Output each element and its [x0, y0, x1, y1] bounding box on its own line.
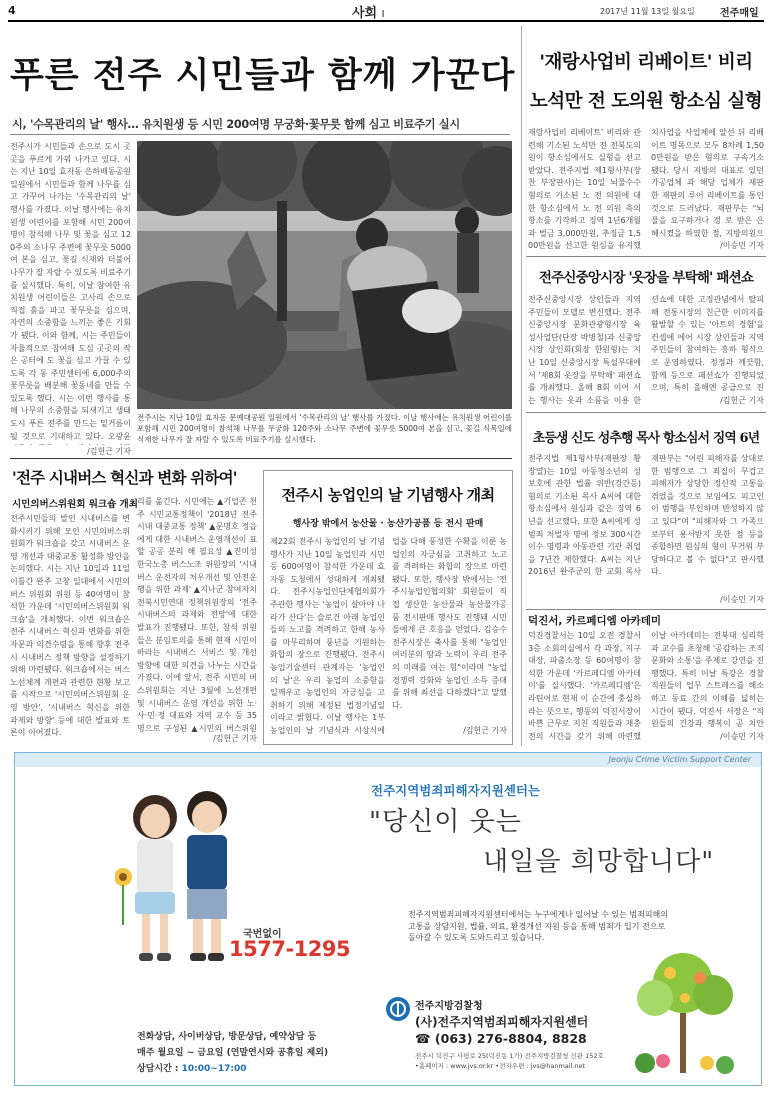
- children-icon: [115, 777, 245, 967]
- bus-body-right-text: 리를 옮긴다. 시민에는 ▲기업존 천주 시민교통정책이 '2018년 전주시내 대중교통 정책' ▲문명호 정읍에게 대한 시내버스 운영개선이 표할 공공 분리 해 필요성 ▲진미성 한국노총 버스노조 위원장의 '시내버스 운전자의 처우개선 및 안전운행을 위한 과제' ▲지나군 참여자치전북시민연대 정책위원장의 '전주 시내버스의 과제와 전망'에 대한 발표가 진행됐다. 또한, 참석 위원들은 분임토의를 통해 현재 시민이 바라는 시내버스 서비스 및 개선 방향에 대한 의견을 나누는 시간을 가졌다. 이에 앞서, 전주 시민의 버스위원회는 지난 3월에 노선개편 및 시내버스 운영 개선을 위한 노·사·민·정 대표와 지역 교수 등 35명으로 구성된 ▲시민의 버스위원: [137, 497, 257, 732]
- ad-web: •홈페이지 : www.jvs.or.kr •전자우편 : jvs@hanmail.net: [415, 1062, 586, 1070]
- recycle-body-right-text: 치사업을 사업체에 알선 뒤 리베이트 명목으로 모두 8차례 1,500만원을 받은 혐의로 구속기소됐다. 당시 지방의 대표로 있던 가공업체 과 해당 업체가 재판 한 재판의 루어 리베이트를 통인 것으로 드러났다. 재판부는 "뇌물을 요구하거나 정 로 받은 은혜시켰을 하였한 점, 지방의원으: [651, 128, 764, 238]
- ad-center-name: 전주지역범죄피해자지원센터는: [371, 783, 541, 798]
- recycle-bottom-rule: [526, 256, 766, 257]
- bus-subhead: 시민의버스위원회 워크숍 개최: [12, 499, 138, 510]
- farm-body-right: [392, 536, 507, 724]
- academy-body-right: [651, 630, 764, 730]
- recycle-headline-bottom: 노석만 전 도의원 항소심 실형: [529, 91, 763, 112]
- ad-hours: 매주 월요일 ~ 금요일 (연말연시와 공휴일 제외): [137, 1048, 329, 1058]
- farm-byline: /김헌근 기자: [463, 726, 507, 735]
- academy-byline: /이승민 기자: [720, 732, 764, 741]
- right-column-rule: [521, 26, 522, 746]
- page-number: 4: [8, 4, 16, 17]
- ad-sponsor2: (사)전주지역범죄피해자지원센터: [415, 1015, 589, 1029]
- pastor-byline: /이승민 기자: [720, 595, 764, 604]
- pastor-body-right-text: 재판부는 "어린 피해자를 상대로 한 범행으로 그 죄질이 무겁고 피해자가 상당한 정신적 고통을 겪었을 것으로 보임에도 피고인이 범행을 부인하며 반성하지 않고 있다"며 "피해자와 그 가족으로부터 용서받지 못한 점 등을 종합하면 원심의 형이 무거워 부당하다고 볼 수 없다"고 판시했다.: [651, 454, 764, 577]
- market-bottom-rule: [526, 412, 766, 413]
- recycle-body-right: [651, 127, 764, 239]
- market-body-left: [528, 294, 641, 406]
- lead-body: [10, 141, 131, 445]
- ad-prosecution-emblem: [386, 997, 410, 1021]
- ad-phone: ☎ (063) 276-8804, 8828: [415, 1031, 587, 1046]
- ad-hotline: 1577-1295: [229, 937, 351, 961]
- farm-body-right-text: 업을 다해 풍성한 수확을 이룬 농업인의 자긍심을 고취하고 노고를 격려하는 화합의 장으로 마련됐다. 또한, 행사장 밖에서는 '전주시농업인협의회' 회원들이 직접 생산한 농산물과 농산물가공품 전시판매 행사도 진행돼 시민들에게 큰 호응을 얻었다. 김승수 전주시장은 축사를 통해 "농업인 여러분의 땀과 노력이 우리 전주의 미래를 여는 힘"이라며 "농업 경쟁력 강화와 농업인 소득 증대를 위해 최선을 다하겠다"고 말했다.: [392, 537, 507, 710]
- pastor-headline: 초등생 신도 성추행 목사 항소심서 징역 6년: [532, 431, 760, 446]
- section-name: [352, 2, 385, 21]
- pastor-body-left-text: 전주지법 제1형사부(재판장 황 장열)는 10일 아동청소년의 성 보호에 관한 법률 위반(강간등) 혐의로 기소된 목사 A씨에 대한 항소심에서 원심과 같은 징역 6년을 선고했다. 또한 A씨에게 성범죄 처벌자 명예 정보 300시간 이수 명령과 아동관련 기관 취업을 7년간 제한했다. A씨는 지난 2016년 완주군의 한 교회 목사: [528, 454, 641, 577]
- academy-body-left-text: 덕진경찰서는 10일 오전 경찰서 3층 소회의실에서 각 과장, 지구대장, 파출소장 등 60여명이 참석한 가운데 '카르페디엠 아카데미'를 실시했다. '카르페디엠'은 라틴어로 현재 이 순간에 충실하라는 뜻으로, 행동의 덕진서장이 바쁜 근무로 지친 직원들과 재충전의 시간을 갖기 위해 마련했: [528, 631, 641, 740]
- paper-name: 전주매일: [720, 8, 759, 19]
- lead-body-text: 전주시가 시민들과 손으로 도시 곳곳을 푸르게 가꿔 나가고 있다. 시는 지난 10일 효자동 은하배동공원 일원에서 시민들과 함께 나무를 심고 가꾸어 나가는 '수목관리의 날' 행사를 가졌다. 이날 행사에는 유치원생 어린이를 포함해 시민 200여명이 참석해 나무 및 꽃을 심고 120주의 소나무 주변에 꽃무릇 5000여 본을 심고, 꽃길 식재와 더불어 나무가 잘 자랄 수 있도록 비료주기를 실시했다. 특히, 이날 참여한 유치원생 어린이들은 고사리 손으로 직접 흙을 파고 꽃무릇을 심으며, 자연의 소중함을 느끼는 좋은 기회가 됐다. 이와 함께, 시는 주민들이 자율적으로 참여해 도심 곳곳의 작은 공터에 도 꽃을 심고 가꿀 수 있도록 각 동 주민센터에 6,000주의 꽃무릇을 배분해 꽃동네를 만들 수 있도록 했다. 시는 이번 행사를 통해 나무의 소중함을 되새기고 생태도시 푸른 전주를 만드는 밑거름이 될 것으로 기대하고 있다. 오광윤: [10, 142, 131, 441]
- pastor-bottom-rule: [526, 609, 766, 610]
- recycle-byline: /이승민 기자: [720, 241, 764, 250]
- bus-byline: /김헌근 기자: [213, 734, 257, 743]
- recycle-headline-top: '재랑사업비 리베이트' 비리: [539, 52, 753, 73]
- ad-slogan-line1: "당신이 웃는: [369, 807, 522, 837]
- recycle-body-left-text: 재랑사업비 리베이트' 비리와 관련해 기소된 노석만 전 전북도의원이 항소심에서도 실형을 선고받았다. 전주지법 제1형사부(장찬 부장판사)는 10일 뇌물수수 혐의로 기소된 노 전 의원에 대한 항소심에서 노 전 의원 측의 항소를 기각하고 징역 1년6개월과 벌금 3,000만원, 추징금 1,500만원을 선고한 원심을 유지했: [528, 128, 641, 251]
- pastor-body-left: [528, 453, 641, 578]
- farm-body-left-text: 제22회 전주시 농업인의 날 기념행사가 지난 10일 농업인과 시민 등 600여명이 참석한 가운데 효자동 도청에서 성대하게 개최됐다. 전주시농업인단체협의회가 주관한 행사는 '농업이 살아야 나라가 산다'는 슬로건 아래 농업인들의 노고를 격려하고 한해 농사를 마무리하며 풍년을 기원하는 화합의 장으로 진행됐다. 전주시농업기술센터 관계자는 '농업인의 날'은 우리 농업의 소중함을 일깨우고 농업인의 자긍심을 고취하기 위해 제정된 법정기념일이라고 밝혔다. 이날 행사는 1부 농업인의 날 기념식과 시상식에: [270, 537, 385, 735]
- market-body-right: [651, 294, 764, 394]
- academy-body-right-text: 이날 아카데미는 전북대 심리학과 교수를 초청해 '공감하는 조직문화와 소통'을 주제로 강연을 진행했다. 특히 이날 특강은 경찰 직원들이 업무 스트레스를 해소하고 동료 간의 이해를 넓히는 시간이 됐다. 덕진서 서장은 "직원들의 건강과 행복이 곧 치안: [651, 631, 764, 729]
- planting-photo-icon: [137, 141, 512, 409]
- ad-time-label: 상담시간 :: [137, 1064, 179, 1074]
- bus-body-left: [10, 513, 130, 745]
- academy-body-left: [528, 630, 641, 740]
- market-body-right-text: 션쇼에 대한 고정관념에서 탈피해 전통시장의 친근한 이미지를 활발할 수 있는 '아트의 경험'을 컨셉에 에어 시장 상인들과 지역주민들이 참여하는 흥하 형식으로 운영하였다. 정정과 깨끗함, 함께 등으로 패션쇼가 진행되었으며, 특히 올해엔 공급으로 진: [651, 295, 764, 393]
- market-byline: /김헌근 기자: [720, 396, 764, 405]
- market-headline: 전주신중앙시장 '옷장을 부탁해' 패션쇼: [538, 270, 754, 286]
- bus-body-right: [137, 496, 257, 732]
- lead-headline: 푸른 전주 시민들과 함께 가꾼다: [10, 55, 516, 96]
- lead-subhead: 시, '수목관리의 날' 행사… 유치원생 등 시민 200여명 무궁화·꽃무릇 함께 심고 비료주기 실시: [12, 118, 460, 131]
- victim-support-ad: [14, 752, 762, 1086]
- issue-date: 2017년 11월 13일 월요일: [600, 7, 695, 16]
- bus-body-left-text: 전주시민들의 발인 시내버스를 변화시키기 위해 모인 시민의버스위원회가 워크숍을 갖고 시내버스 운영 개선과 대중교통 활성화 방안을 논의했다. 시는 지난 10일과 11일 이틀간 완주 고창 일대에서 시민의버스 위원회 위원 등 40여명이 참석한 가운데 '시민의버스위원회 워크숍'을 개최했다. 이번 워크숍은 전주 시내버스 혁신과 변화를 위한 자문과 의견수렴을 통해 향후 전주시 시내버스 정책 방향을 설정하기 위해 마련됐다. 워크숍에서는 버스 노선체계 개편과 관련한 현황 보고를 시작으로 '시민의버스위원회 운영 방안', '시내버스 혁신을 위한 과제와 방향' 등에 대한 발표와 토론이 이어졌다.: [10, 514, 130, 738]
- emblem-icon: [386, 997, 410, 1021]
- tree-icon: [625, 943, 745, 1083]
- ad-address: 전주시 덕진구 사평로 25(덕진동 1가) 전주지방검찰청 신관 152호: [415, 1052, 604, 1060]
- ad-top-band: [15, 753, 762, 767]
- ad-time-value: 10:00~17:00: [181, 1064, 247, 1074]
- market-body-left-text: 전주신중앙시장 상인들과 지역주민들이 모델로 변신했다. 전주 신중앙시장 문화관광형시장 육성사업단(단장 박병철)과 신중앙시장 상인회(회장 한원형)는 지난 10일 신중앙시장 특설무대에서 '제8회 옷장을 부탁해' 패션쇼를 개최했다. 올해 8회 이어 서는 행사는 옷과 소품을 이용 한: [528, 295, 641, 405]
- bus-headline: '전주 시내버스 혁신과 변화 위하여': [12, 468, 237, 487]
- masthead-rule: [8, 20, 764, 22]
- pastor-body-right: [651, 453, 764, 593]
- recycle-body-left: [528, 127, 641, 251]
- bus-top-rule: [10, 458, 512, 459]
- ad-children-illustration: [115, 777, 245, 967]
- academy-headline: 덕진서, 카르페디엠 아카데미: [528, 615, 662, 627]
- ad-time: [137, 1061, 247, 1074]
- ad-description: 전주지역범죄피해자지원센터에서는 누구에게나 일어날 수 있는 범죄피해의 고통을 상담지원, 법률, 의료, 환경개선 지원 등을 통해 범죄가 입기 전으로 돌아갈 수 있도록 도와드리고 있습니다.: [408, 910, 669, 942]
- lead-byline: /김헌근 기자: [87, 447, 131, 456]
- ad-hotline-label: 국번없이: [243, 929, 282, 940]
- farm-headline: 전주시 농업인의 날 기념행사 개최: [281, 486, 495, 504]
- ad-sponsor1: 전주지방검찰청: [415, 1001, 483, 1012]
- lead-sub-rule: [10, 134, 510, 135]
- lead-photo: [137, 141, 512, 409]
- ad-org-english: Jeonju Crime Victim Support Center: [608, 755, 751, 764]
- farm-subhead: 행사장 밖에서 농산물 · 농산가공품 등 전시 판매: [292, 519, 484, 529]
- ad-services: 전화상담, 사이버상담, 방문상담, 예약상담 등: [137, 1032, 317, 1042]
- lead-photo-caption: 전주시는 지난 10일 효자동 문예대공원 일원에서 '수목관리의 날' 행사를 가졌다. 이날 행사에는 유치원생 어린이를 포함해 시민 200여명이 참석해 나무를 무궁화 120주와 소나무 주변에 꽃무릇 5000여 본을 심고, 꽃길 식목일에 식재한 나무가 잘 자랄 수 있도록 비료주기를 실시했다.: [137, 413, 512, 444]
- ad-slogan-line2: 내일을 희망합니다": [483, 847, 715, 877]
- ad-tree-illustration: [625, 943, 745, 1083]
- masthead: [8, 0, 764, 20]
- farm-body-left: [270, 536, 385, 736]
- section-mark: I: [381, 9, 385, 20]
- section-title: 사회: [352, 6, 378, 21]
